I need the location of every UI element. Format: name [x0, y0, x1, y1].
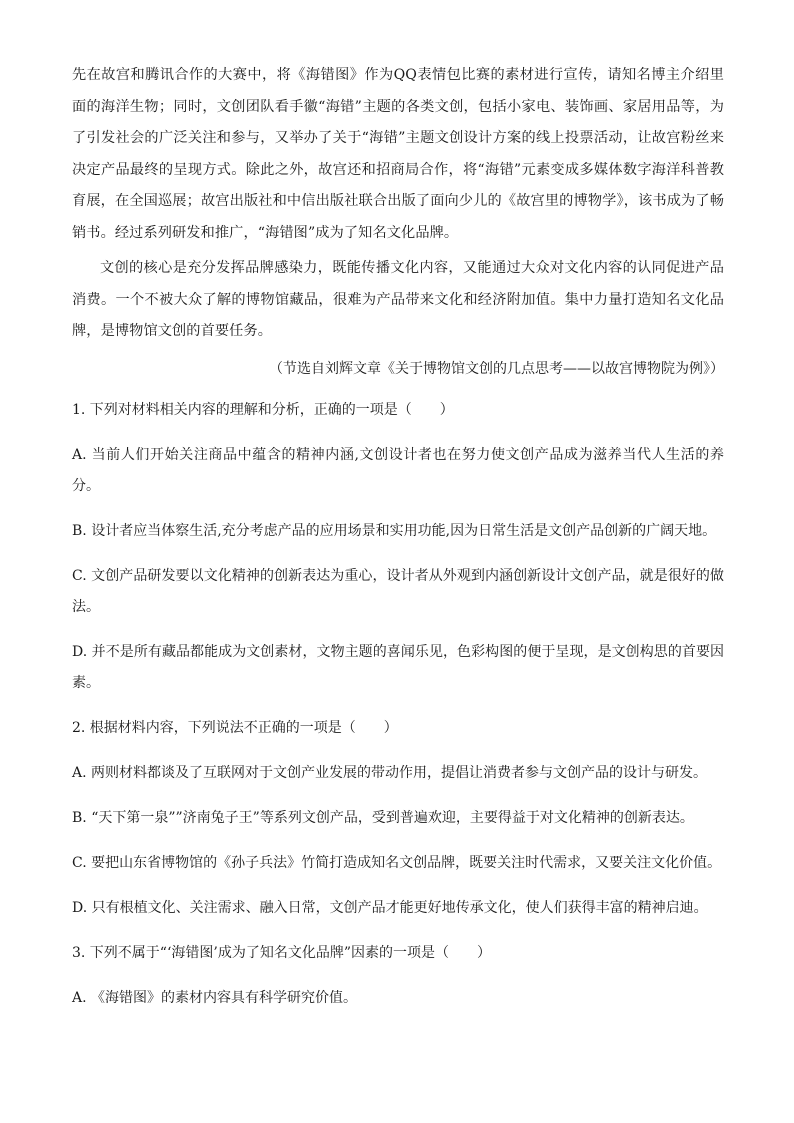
question-1-option-a: A. 当前人们开始关注商品中蕴含的精神内涵,文创设计者也在努力使文创产品成为滋养当代人生活的养分。 [72, 446, 724, 494]
question-3-stem: 3. 下列不属于“‘海错图’成为了知名文化品牌”因素的一项是（ ） [72, 944, 492, 961]
question-2-option-a: A. 两则材料都谈及了互联网对于文创产业发展的带动作用，提倡让消费者参与文创产品的设计与研发。 [72, 764, 708, 781]
question-2-option-c: C. 要把山东省博物馆的《孙子兵法》竹简打造成知名文创品牌，既要关注时代需求，又要关注文化价值。 [72, 854, 722, 871]
question-2-option-d: D. 只有根植文化、关注需求、融入日常，文创产品才能更好地传承文化，使人们获得丰富的精神启迪。 [72, 899, 708, 916]
passage-source: （节选自刘辉文章《关于博物馆文创的几点思考——以故宫博物院为例》） [269, 360, 724, 377]
question-1-option-c: C. 文创产品研发要以文化精神的创新表达为重心，设计者从外观到内涵创新设计文创产品，就是很好的做法。 [72, 567, 724, 615]
passage-paragraph-2: 文创的核心是充分发挥品牌感染力，既能传播文化内容，又能通过大众对文化内容的认同促进产品消费。一个不被大众了解的博物馆藏品，很难为产品带来文化和经济附加值。集中力量打造知名文化品牌，是博物馆文创的首要任务。 [72, 260, 724, 339]
question-2-option-b: B. “天下第一泉””济南兔子王”等系列文创产品，受到普遍欢迎，主要得益于对文化精神的创新表达。 [72, 809, 694, 826]
question-1-option-b: B. 设计者应当体察生活,充分考虑产品的应用场景和实用功能,因为日常生活是文创产品创新的广阔天地。 [72, 522, 717, 539]
document-page [72, 60, 724, 1014]
question-1-option-d: D. 并不是所有藏品都能成为文创素材，文物主题的喜闻乐见，色彩构图的便于呈现，是文创构思的首要因素。 [72, 643, 724, 691]
question-3-option-a: A. 《海错图》的素材内容具有科学研究价值。 [72, 989, 358, 1006]
question-2-stem: 2. 根据材料内容，下列说法不正确的一项是（ ） [72, 719, 398, 736]
question-1-stem: 1. 下列对材料相关内容的理解和分析，正确的一项是（ ） [72, 401, 454, 418]
passage-paragraph-1: 先在故宫和腾讯合作的大赛中，将《海错图》作为QQ表情包比赛的素材进行宣传，请知名博主介绍里面的海洋生物；同时，文创团队看手徽“海错”主题的各类文创，包括小家电、装饰画、家居用品等，为了引发社会的广泛关注和参与，又举办了关于“海错”主题文创设计方案的线上投票活动，让故宫粉丝来决定产品最终的呈现方式。除此之外，故宫还和招商局合作，将“海错”元素变成多媒体数字海洋科普教育展，在全国巡展；故宫出版社和中信出版社联合出版了面向少儿的《故宫里的博物学》，该书成为了畅销书。经过系列研发和推广，“海错图”成为了知名文化品牌。 [72, 67, 724, 241]
